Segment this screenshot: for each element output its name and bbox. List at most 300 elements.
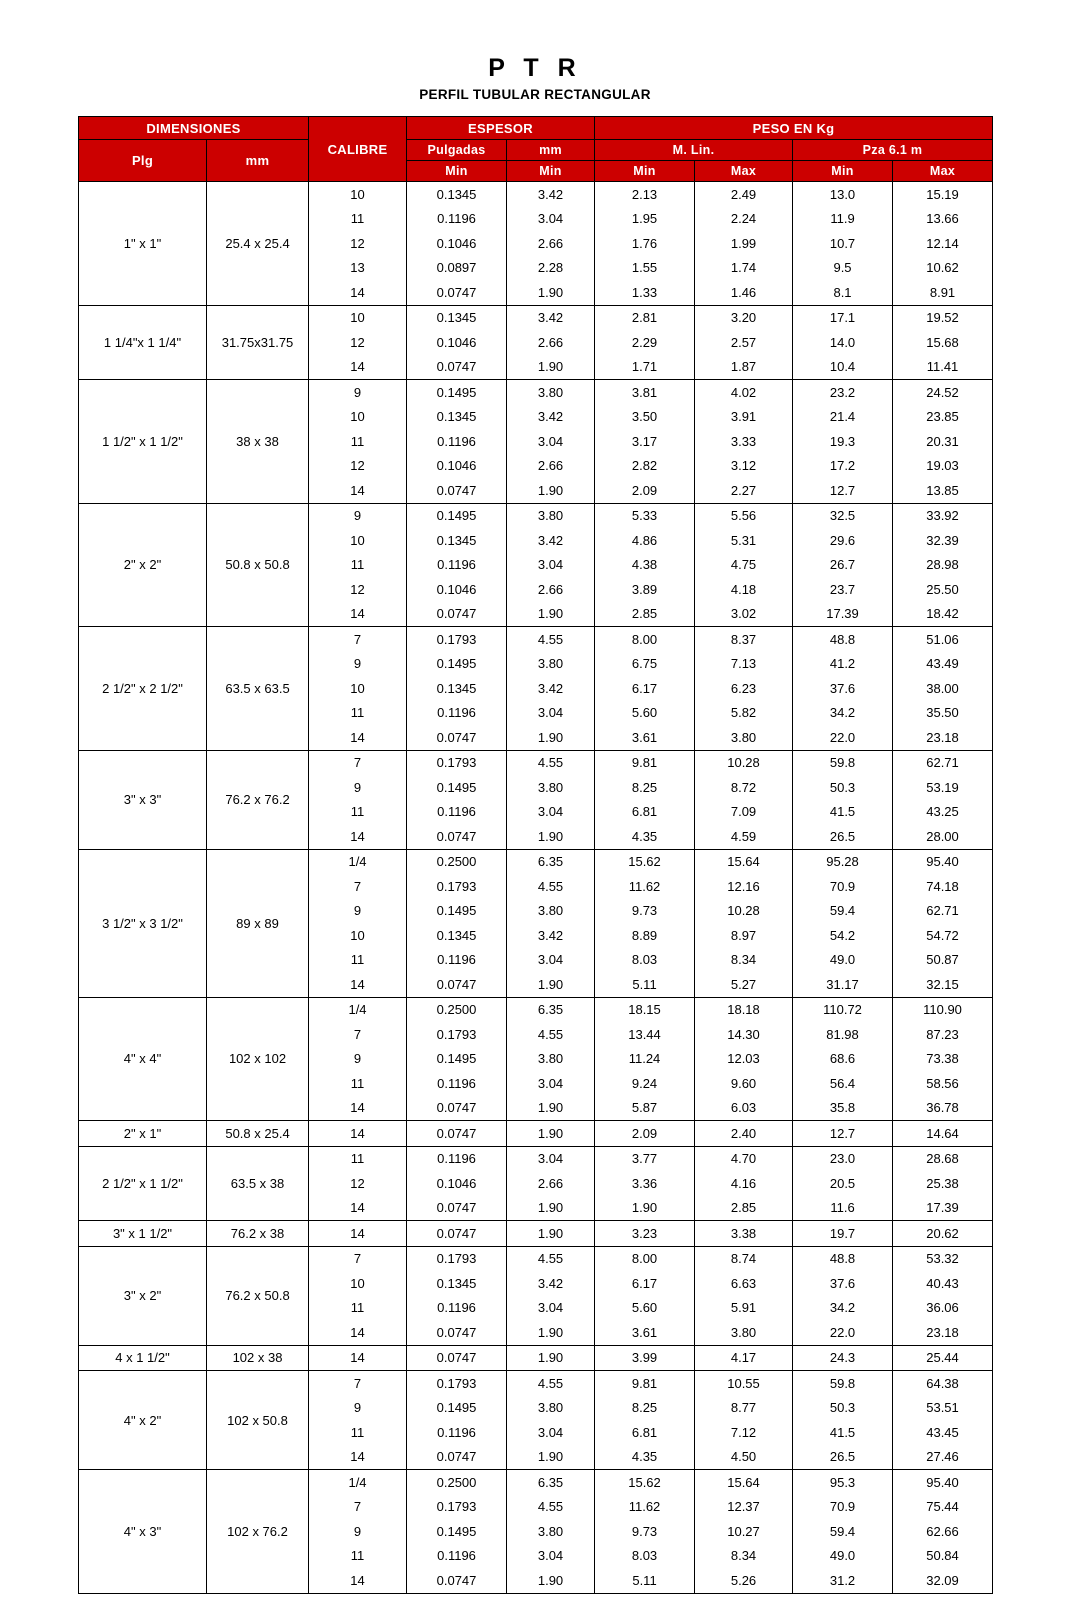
cell-dimension-mm: 63.5 x 38 <box>207 1146 309 1221</box>
cell-pza-min: 11.9 <box>793 207 893 232</box>
cell-calibre: 9 <box>309 775 407 800</box>
cell-mlin-min: 3.81 <box>595 380 695 405</box>
cell-espesor-mm: 3.04 <box>507 1544 595 1569</box>
cell-calibre: 11 <box>309 1296 407 1321</box>
cell-espesor-mm: 1.90 <box>507 355 595 380</box>
cell-pza-min: 31.17 <box>793 972 893 997</box>
cell-mlin-min: 11.62 <box>595 874 695 899</box>
cell-calibre: 14 <box>309 1320 407 1345</box>
cell-espesor-pulgadas: 0.1196 <box>407 429 507 454</box>
cell-mlin-min: 8.89 <box>595 923 695 948</box>
cell-calibre: 11 <box>309 1420 407 1445</box>
cell-espesor-pulgadas: 0.2500 <box>407 997 507 1022</box>
cell-calibre: 1/4 <box>309 997 407 1022</box>
cell-mlin-max: 3.02 <box>695 602 793 627</box>
cell-pza-min: 9.5 <box>793 256 893 281</box>
cell-espesor-mm: 3.80 <box>507 1396 595 1421</box>
cell-calibre: 10 <box>309 676 407 701</box>
cell-pza-min: 23.7 <box>793 577 893 602</box>
cell-pza-min: 26.5 <box>793 824 893 849</box>
cell-espesor-pulgadas: 0.1793 <box>407 874 507 899</box>
cell-mlin-min: 2.29 <box>595 330 695 355</box>
cell-calibre: 14 <box>309 355 407 380</box>
cell-calibre: 14 <box>309 478 407 503</box>
cell-espesor-pulgadas: 0.1495 <box>407 1396 507 1421</box>
cell-mlin-min: 15.62 <box>595 1470 695 1495</box>
ptr-specification-table <box>78 116 993 1594</box>
cell-espesor-pulgadas: 0.1196 <box>407 1296 507 1321</box>
cell-mlin-max: 6.63 <box>695 1271 793 1296</box>
cell-pza-max: 43.49 <box>893 652 993 677</box>
cell-pza-min: 48.8 <box>793 1246 893 1271</box>
cell-espesor-mm: 3.80 <box>507 1047 595 1072</box>
cell-mlin-max: 3.33 <box>695 429 793 454</box>
cell-espesor-mm: 3.42 <box>507 923 595 948</box>
cell-pza-max: 15.19 <box>893 182 993 207</box>
cell-espesor-mm: 3.04 <box>507 948 595 973</box>
cell-mlin-max: 12.03 <box>695 1047 793 1072</box>
cell-mlin-max: 15.64 <box>695 849 793 874</box>
cell-dimension-mm: 25.4 x 25.4 <box>207 182 309 306</box>
cell-mlin-min: 3.23 <box>595 1221 695 1247</box>
cell-dimension-plg: 3" x 1 1/2" <box>79 1221 207 1247</box>
cell-espesor-pulgadas: 0.1196 <box>407 1071 507 1096</box>
cell-mlin-max: 3.91 <box>695 405 793 430</box>
cell-espesor-pulgadas: 0.1196 <box>407 1146 507 1171</box>
cell-mlin-min: 1.71 <box>595 355 695 380</box>
cell-mlin-max: 4.50 <box>695 1445 793 1470</box>
cell-mlin-max: 8.34 <box>695 1544 793 1569</box>
cell-calibre: 7 <box>309 1495 407 1520</box>
cell-pza-min: 26.7 <box>793 553 893 578</box>
cell-mlin-min: 15.62 <box>595 849 695 874</box>
cell-mlin-min: 2.09 <box>595 1121 695 1147</box>
cell-espesor-pulgadas: 0.0747 <box>407 355 507 380</box>
cell-mlin-min: 6.17 <box>595 676 695 701</box>
cell-espesor-pulgadas: 0.0747 <box>407 1345 507 1371</box>
cell-pza-min: 17.1 <box>793 305 893 330</box>
cell-espesor-pulgadas: 0.1196 <box>407 1544 507 1569</box>
cell-espesor-mm: 3.80 <box>507 1519 595 1544</box>
table-row <box>79 1121 993 1147</box>
cell-calibre: 12 <box>309 454 407 479</box>
cell-pza-max: 23.18 <box>893 1320 993 1345</box>
cell-dimension-plg: 4" x 4" <box>79 997 207 1121</box>
cell-pza-min: 37.6 <box>793 1271 893 1296</box>
cell-mlin-max: 6.23 <box>695 676 793 701</box>
cell-espesor-mm: 1.90 <box>507 1096 595 1121</box>
header-peso-en-kg: PESO EN Kg <box>595 117 993 140</box>
cell-pza-min: 20.5 <box>793 1171 893 1196</box>
cell-mlin-max: 3.80 <box>695 1320 793 1345</box>
header-m-lin: M. Lin. <box>595 140 793 161</box>
cell-dimension-plg: 2" x 1" <box>79 1121 207 1147</box>
page-subtitle: PERFIL TUBULAR RECTANGULAR <box>419 87 651 102</box>
table-row <box>79 1371 993 1396</box>
header-row-2 <box>79 140 993 161</box>
cell-dimension-plg: 3 1/2" x 3 1/2" <box>79 849 207 997</box>
cell-espesor-mm: 3.04 <box>507 1296 595 1321</box>
cell-mlin-min: 1.90 <box>595 1196 695 1221</box>
cell-pza-min: 50.3 <box>793 775 893 800</box>
cell-calibre: 11 <box>309 1071 407 1096</box>
cell-calibre: 14 <box>309 1096 407 1121</box>
cell-pza-min: 41.2 <box>793 652 893 677</box>
cell-mlin-max: 10.28 <box>695 899 793 924</box>
cell-pza-min: 23.2 <box>793 380 893 405</box>
page-title: P T R <box>488 54 582 82</box>
cell-mlin-max: 4.75 <box>695 553 793 578</box>
cell-pza-max: 87.23 <box>893 1022 993 1047</box>
cell-pza-min: 35.8 <box>793 1096 893 1121</box>
cell-espesor-pulgadas: 0.1046 <box>407 330 507 355</box>
cell-pza-max: 28.68 <box>893 1146 993 1171</box>
cell-espesor-pulgadas: 0.1196 <box>407 800 507 825</box>
cell-mlin-min: 1.55 <box>595 256 695 281</box>
header-espesor: ESPESOR <box>407 117 595 140</box>
cell-espesor-pulgadas: 0.1793 <box>407 1246 507 1271</box>
cell-pza-min: 59.4 <box>793 899 893 924</box>
cell-mlin-min: 8.25 <box>595 1396 695 1421</box>
header-mlin-min: Min <box>595 161 695 182</box>
cell-espesor-pulgadas: 0.1793 <box>407 627 507 652</box>
cell-pza-min: 59.8 <box>793 750 893 775</box>
cell-mlin-min: 2.81 <box>595 305 695 330</box>
cell-pza-min: 17.39 <box>793 602 893 627</box>
cell-pza-min: 59.4 <box>793 1519 893 1544</box>
cell-mlin-min: 3.61 <box>595 725 695 750</box>
cell-mlin-max: 8.77 <box>695 1396 793 1421</box>
header-pulgadas-min: Min <box>407 161 507 182</box>
cell-espesor-mm: 4.55 <box>507 874 595 899</box>
cell-pza-max: 14.64 <box>893 1121 993 1147</box>
cell-espesor-pulgadas: 0.1345 <box>407 405 507 430</box>
cell-mlin-max: 7.09 <box>695 800 793 825</box>
cell-calibre: 14 <box>309 280 407 305</box>
cell-espesor-pulgadas: 0.1793 <box>407 750 507 775</box>
cell-espesor-pulgadas: 0.0747 <box>407 1121 507 1147</box>
cell-pza-min: 70.9 <box>793 1495 893 1520</box>
cell-espesor-mm: 1.90 <box>507 1221 595 1247</box>
cell-calibre: 10 <box>309 1271 407 1296</box>
header-espesor-mm-min: Min <box>507 161 595 182</box>
cell-calibre: 14 <box>309 1568 407 1593</box>
cell-dimension-mm: 31.75x31.75 <box>207 305 309 380</box>
table-row <box>79 1246 993 1271</box>
cell-mlin-max: 4.16 <box>695 1171 793 1196</box>
cell-calibre: 12 <box>309 1171 407 1196</box>
cell-mlin-max: 3.38 <box>695 1221 793 1247</box>
cell-mlin-min: 3.17 <box>595 429 695 454</box>
cell-dimension-plg: 1 1/4"x 1 1/4" <box>79 305 207 380</box>
cell-espesor-mm: 3.42 <box>507 528 595 553</box>
cell-espesor-pulgadas: 0.0747 <box>407 972 507 997</box>
cell-dimension-mm: 63.5 x 63.5 <box>207 627 309 751</box>
cell-dimension-mm: 102 x 76.2 <box>207 1470 309 1594</box>
table-body <box>79 182 993 1594</box>
cell-pza-max: 64.38 <box>893 1371 993 1396</box>
cell-espesor-mm: 4.55 <box>507 750 595 775</box>
cell-espesor-pulgadas: 0.1196 <box>407 948 507 973</box>
cell-mlin-max: 18.18 <box>695 997 793 1022</box>
cell-pza-min: 54.2 <box>793 923 893 948</box>
table-row <box>79 750 993 775</box>
cell-dimension-plg: 2 1/2" x 2 1/2" <box>79 627 207 751</box>
cell-pza-min: 50.3 <box>793 1396 893 1421</box>
cell-espesor-pulgadas: 0.1793 <box>407 1371 507 1396</box>
cell-pza-min: 49.0 <box>793 1544 893 1569</box>
cell-pza-min: 22.0 <box>793 1320 893 1345</box>
cell-espesor-pulgadas: 0.1196 <box>407 1420 507 1445</box>
cell-espesor-pulgadas: 0.1196 <box>407 207 507 232</box>
cell-dimension-mm: 76.2 x 38 <box>207 1221 309 1247</box>
cell-espesor-pulgadas: 0.0897 <box>407 256 507 281</box>
cell-mlin-min: 8.00 <box>595 1246 695 1271</box>
cell-mlin-max: 2.24 <box>695 207 793 232</box>
cell-calibre: 11 <box>309 429 407 454</box>
cell-calibre: 14 <box>309 1121 407 1147</box>
header-pza-max: Max <box>893 161 993 182</box>
cell-pza-max: 11.41 <box>893 355 993 380</box>
cell-mlin-min: 9.73 <box>595 899 695 924</box>
header-pulgadas: Pulgadas <box>407 140 507 161</box>
cell-mlin-min: 4.35 <box>595 824 695 849</box>
cell-calibre: 7 <box>309 1246 407 1271</box>
cell-pza-max: 62.71 <box>893 750 993 775</box>
cell-mlin-max: 10.28 <box>695 750 793 775</box>
cell-pza-max: 73.38 <box>893 1047 993 1072</box>
cell-espesor-mm: 2.66 <box>507 231 595 256</box>
header-mlin-max: Max <box>695 161 793 182</box>
cell-espesor-mm: 3.42 <box>507 182 595 207</box>
cell-pza-max: 95.40 <box>893 1470 993 1495</box>
cell-calibre: 14 <box>309 1221 407 1247</box>
cell-mlin-min: 8.03 <box>595 948 695 973</box>
cell-mlin-min: 1.76 <box>595 231 695 256</box>
cell-mlin-max: 8.37 <box>695 627 793 652</box>
cell-calibre: 11 <box>309 207 407 232</box>
cell-espesor-mm: 3.80 <box>507 899 595 924</box>
cell-dimension-mm: 38 x 38 <box>207 380 309 504</box>
cell-espesor-pulgadas: 0.1793 <box>407 1022 507 1047</box>
cell-mlin-min: 9.73 <box>595 1519 695 1544</box>
header-mm: mm <box>207 140 309 182</box>
header-espesor-mm: mm <box>507 140 595 161</box>
cell-mlin-min: 11.62 <box>595 1495 695 1520</box>
table-row <box>79 1470 993 1495</box>
cell-pza-min: 34.2 <box>793 1296 893 1321</box>
cell-espesor-pulgadas: 0.1046 <box>407 454 507 479</box>
cell-pza-min: 12.7 <box>793 478 893 503</box>
cell-mlin-min: 3.89 <box>595 577 695 602</box>
cell-pza-max: 25.50 <box>893 577 993 602</box>
cell-espesor-pulgadas: 0.1345 <box>407 676 507 701</box>
cell-calibre: 14 <box>309 972 407 997</box>
cell-espesor-mm: 3.42 <box>507 1271 595 1296</box>
cell-espesor-pulgadas: 0.1345 <box>407 1271 507 1296</box>
cell-mlin-min: 3.77 <box>595 1146 695 1171</box>
cell-espesor-mm: 1.90 <box>507 280 595 305</box>
cell-calibre: 7 <box>309 750 407 775</box>
cell-espesor-pulgadas: 0.1495 <box>407 1047 507 1072</box>
cell-mlin-min: 4.38 <box>595 553 695 578</box>
cell-mlin-max: 8.74 <box>695 1246 793 1271</box>
cell-mlin-min: 3.99 <box>595 1345 695 1371</box>
cell-calibre: 7 <box>309 627 407 652</box>
cell-mlin-min: 13.44 <box>595 1022 695 1047</box>
cell-pza-max: 12.14 <box>893 231 993 256</box>
cell-pza-max: 53.51 <box>893 1396 993 1421</box>
cell-espesor-pulgadas: 0.2500 <box>407 849 507 874</box>
cell-pza-max: 43.45 <box>893 1420 993 1445</box>
cell-espesor-pulgadas: 0.1495 <box>407 503 507 528</box>
cell-pza-max: 43.25 <box>893 800 993 825</box>
cell-calibre: 9 <box>309 380 407 405</box>
cell-mlin-min: 5.11 <box>595 1568 695 1593</box>
table-row <box>79 1146 993 1171</box>
cell-espesor-mm: 1.90 <box>507 1445 595 1470</box>
cell-mlin-max: 14.30 <box>695 1022 793 1047</box>
cell-pza-max: 10.62 <box>893 256 993 281</box>
cell-dimension-plg: 4 x 1 1/2" <box>79 1345 207 1371</box>
cell-pza-max: 32.15 <box>893 972 993 997</box>
cell-mlin-max: 1.87 <box>695 355 793 380</box>
cell-mlin-max: 4.02 <box>695 380 793 405</box>
cell-pza-max: 23.85 <box>893 405 993 430</box>
cell-mlin-max: 12.16 <box>695 874 793 899</box>
cell-calibre: 10 <box>309 923 407 948</box>
cell-dimension-mm: 102 x 50.8 <box>207 1371 309 1470</box>
cell-dimension-mm: 50.8 x 25.4 <box>207 1121 309 1147</box>
cell-mlin-max: 2.49 <box>695 182 793 207</box>
cell-pza-max: 38.00 <box>893 676 993 701</box>
cell-mlin-min: 6.17 <box>595 1271 695 1296</box>
cell-espesor-pulgadas: 0.1345 <box>407 923 507 948</box>
cell-pza-max: 54.72 <box>893 923 993 948</box>
cell-pza-max: 32.09 <box>893 1568 993 1593</box>
table-row <box>79 1221 993 1247</box>
cell-mlin-max: 5.91 <box>695 1296 793 1321</box>
cell-espesor-pulgadas: 0.1046 <box>407 231 507 256</box>
cell-espesor-mm: 3.80 <box>507 503 595 528</box>
cell-mlin-min: 8.00 <box>595 627 695 652</box>
cell-pza-min: 21.4 <box>793 405 893 430</box>
cell-dimension-plg: 4" x 2" <box>79 1371 207 1470</box>
cell-pza-min: 29.6 <box>793 528 893 553</box>
cell-pza-min: 49.0 <box>793 948 893 973</box>
cell-pza-min: 41.5 <box>793 800 893 825</box>
cell-mlin-min: 6.81 <box>595 800 695 825</box>
cell-calibre: 9 <box>309 1519 407 1544</box>
header-calibre: CALIBRE <box>309 117 407 182</box>
cell-espesor-pulgadas: 0.0747 <box>407 1320 507 1345</box>
cell-espesor-mm: 3.04 <box>507 429 595 454</box>
header-pza-min: Min <box>793 161 893 182</box>
cell-pza-min: 12.7 <box>793 1121 893 1147</box>
cell-pza-max: 32.39 <box>893 528 993 553</box>
cell-mlin-max: 8.72 <box>695 775 793 800</box>
cell-pza-min: 41.5 <box>793 1420 893 1445</box>
cell-calibre: 11 <box>309 1146 407 1171</box>
cell-mlin-min: 1.33 <box>595 280 695 305</box>
cell-pza-min: 32.5 <box>793 503 893 528</box>
cell-dimension-mm: 50.8 x 50.8 <box>207 503 309 627</box>
cell-espesor-pulgadas: 0.0747 <box>407 725 507 750</box>
cell-pza-min: 59.8 <box>793 1371 893 1396</box>
cell-espesor-mm: 6.35 <box>507 849 595 874</box>
cell-espesor-pulgadas: 0.1793 <box>407 1495 507 1520</box>
cell-mlin-max: 4.18 <box>695 577 793 602</box>
cell-calibre: 7 <box>309 874 407 899</box>
cell-mlin-max: 5.27 <box>695 972 793 997</box>
cell-pza-min: 56.4 <box>793 1071 893 1096</box>
cell-mlin-max: 1.46 <box>695 280 793 305</box>
cell-pza-max: 50.84 <box>893 1544 993 1569</box>
cell-mlin-min: 3.61 <box>595 1320 695 1345</box>
cell-dimension-plg: 3" x 3" <box>79 750 207 849</box>
cell-calibre: 12 <box>309 231 407 256</box>
cell-espesor-mm: 3.42 <box>507 405 595 430</box>
table-row <box>79 997 993 1022</box>
cell-mlin-min: 5.33 <box>595 503 695 528</box>
cell-pza-min: 26.5 <box>793 1445 893 1470</box>
cell-mlin-min: 6.75 <box>595 652 695 677</box>
cell-mlin-min: 11.24 <box>595 1047 695 1072</box>
cell-espesor-mm: 1.90 <box>507 725 595 750</box>
cell-calibre: 12 <box>309 330 407 355</box>
cell-calibre: 13 <box>309 256 407 281</box>
cell-mlin-min: 18.15 <box>595 997 695 1022</box>
cell-espesor-mm: 1.90 <box>507 1345 595 1371</box>
cell-espesor-pulgadas: 0.0747 <box>407 1221 507 1247</box>
cell-espesor-mm: 3.04 <box>507 701 595 726</box>
cell-pza-max: 36.06 <box>893 1296 993 1321</box>
cell-espesor-mm: 3.80 <box>507 775 595 800</box>
cell-pza-max: 74.18 <box>893 874 993 899</box>
cell-pza-min: 8.1 <box>793 280 893 305</box>
cell-espesor-mm: 4.55 <box>507 1495 595 1520</box>
cell-calibre: 14 <box>309 1345 407 1371</box>
cell-espesor-mm: 3.80 <box>507 652 595 677</box>
cell-mlin-max: 4.70 <box>695 1146 793 1171</box>
cell-espesor-mm: 6.35 <box>507 1470 595 1495</box>
cell-mlin-max: 4.17 <box>695 1345 793 1371</box>
cell-calibre: 10 <box>309 305 407 330</box>
cell-pza-max: 58.56 <box>893 1071 993 1096</box>
cell-mlin-max: 15.64 <box>695 1470 793 1495</box>
cell-mlin-max: 3.12 <box>695 454 793 479</box>
cell-pza-min: 24.3 <box>793 1345 893 1371</box>
cell-pza-min: 37.6 <box>793 676 893 701</box>
cell-espesor-pulgadas: 0.1046 <box>407 577 507 602</box>
cell-espesor-pulgadas: 0.2500 <box>407 1470 507 1495</box>
cell-calibre: 9 <box>309 899 407 924</box>
cell-mlin-max: 1.74 <box>695 256 793 281</box>
cell-pza-max: 27.46 <box>893 1445 993 1470</box>
cell-espesor-mm: 1.90 <box>507 478 595 503</box>
cell-dimension-plg: 1" x 1" <box>79 182 207 306</box>
cell-mlin-max: 2.27 <box>695 478 793 503</box>
cell-pza-max: 33.92 <box>893 503 993 528</box>
cell-espesor-mm: 1.90 <box>507 602 595 627</box>
table-row <box>79 380 993 405</box>
cell-pza-min: 31.2 <box>793 1568 893 1593</box>
cell-pza-max: 23.18 <box>893 725 993 750</box>
cell-dimension-mm: 102 x 102 <box>207 997 309 1121</box>
cell-calibre: 11 <box>309 948 407 973</box>
cell-espesor-mm: 3.42 <box>507 305 595 330</box>
cell-calibre: 11 <box>309 1544 407 1569</box>
